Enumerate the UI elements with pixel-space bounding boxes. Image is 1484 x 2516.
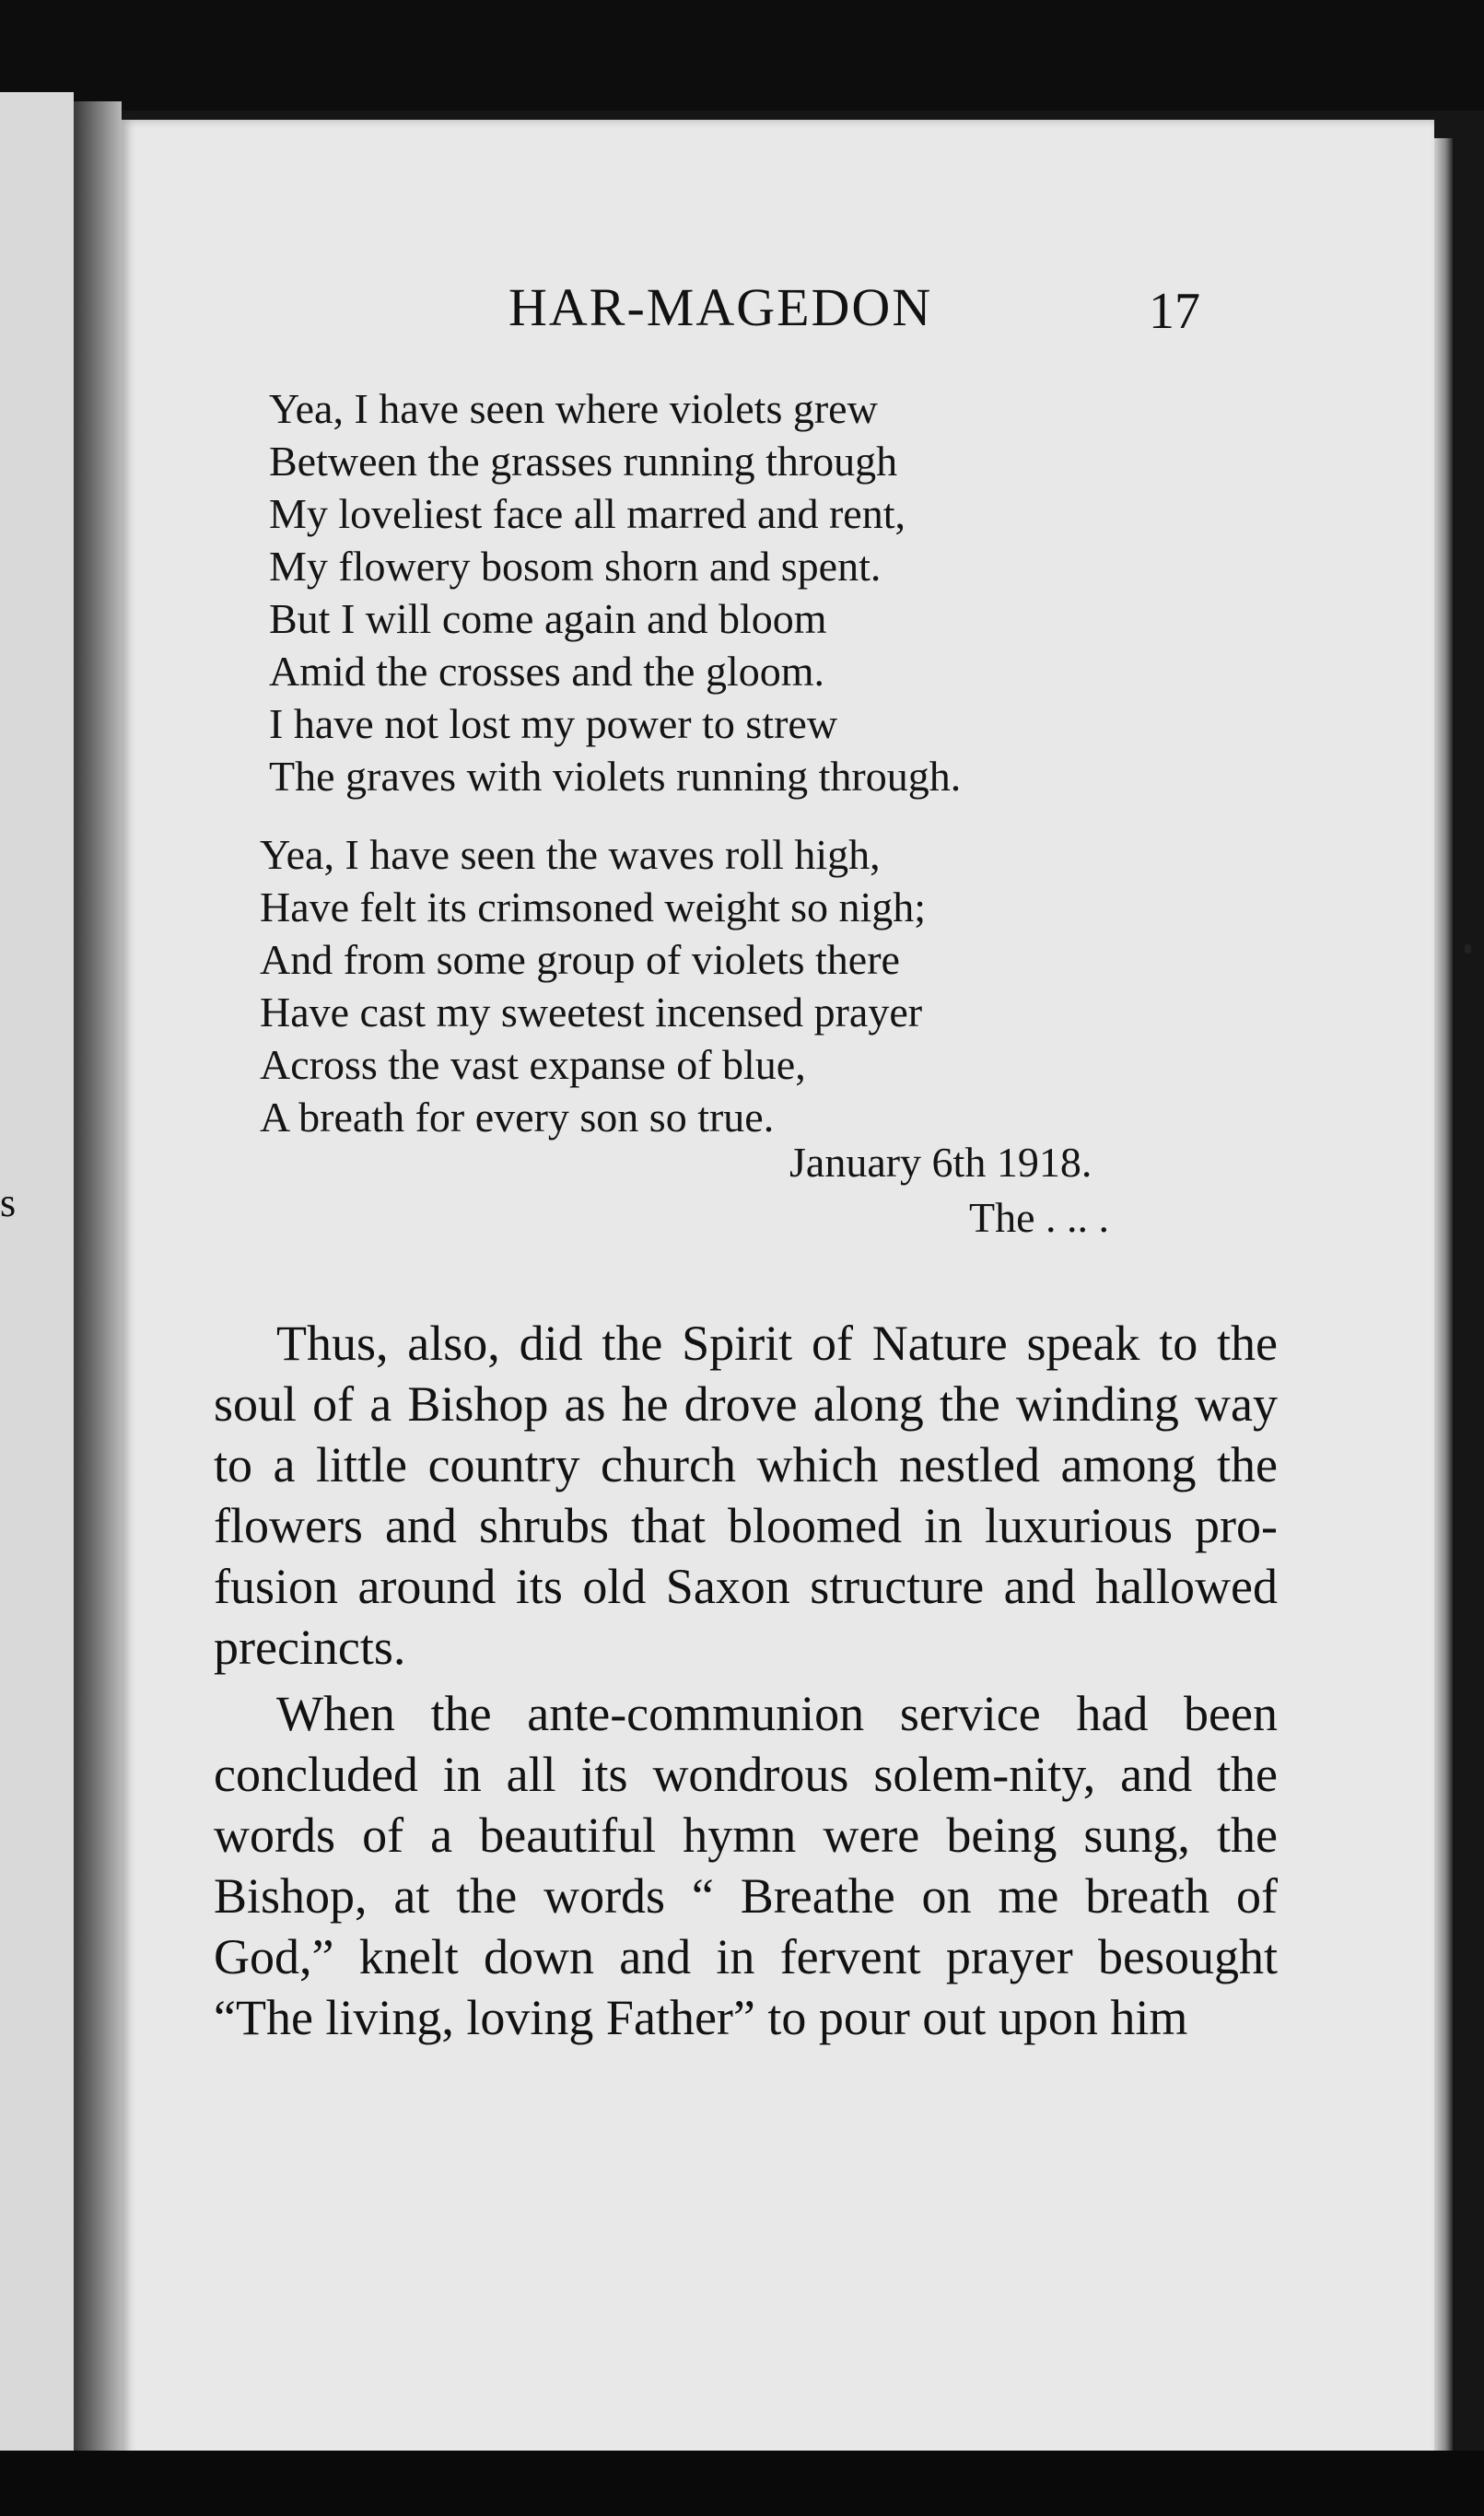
- facing-page-edge: [0, 92, 74, 2464]
- book-page: [122, 120, 1434, 2464]
- poem-line: My flowery bosom shorn and spent.: [269, 543, 882, 590]
- scan-top-border: [0, 0, 1484, 111]
- poem-stanza-2: [260, 828, 961, 1143]
- poem-line: Across the vast expanse of blue,: [260, 1041, 806, 1088]
- poem-line: Yea, I have seen where violets grew: [269, 385, 878, 432]
- running-head-title: HAR-MAGEDON: [508, 277, 933, 337]
- poem-line: Amid the crosses and the gloom.: [269, 648, 825, 695]
- poem-line: But I will come again and bloom: [269, 595, 827, 642]
- poem-line: And from some group of violets there: [260, 936, 900, 983]
- page-right-edge: [1434, 138, 1453, 2460]
- prose-body: [214, 1313, 1278, 2048]
- poem-line: I have not lost my power to strew: [269, 700, 838, 747]
- poem-stanza-1: [260, 382, 961, 802]
- poem: [260, 382, 961, 1169]
- prose-paragraph: When the ante-communion service had been concluded in all its wondrous solem-nity, and the words of a beautiful hymn were being sung, the Bishop, at the words “ Breathe on me breath of God,” knelt down and in fervent prayer besought “The living, loving Father” to pour out upon him: [214, 1686, 1278, 2045]
- facing-page-text-fragment: s: [0, 1180, 17, 1225]
- scan-bottom-border: [0, 2451, 1484, 2516]
- poem-line: My loveliest face all marred and rent,: [269, 490, 906, 537]
- poem-line: The graves with violets running through.: [269, 753, 962, 800]
- poem-line: Have cast my sweetest incensed prayer: [260, 989, 923, 1036]
- poem-line: Have felt its crimsoned weight so nigh;: [260, 884, 927, 930]
- page-number: 17: [1149, 283, 1200, 340]
- poem-line: A breath for every son so true.: [260, 1094, 775, 1141]
- running-head: [122, 276, 1466, 341]
- poem-signature: The . .. .: [969, 1194, 1110, 1241]
- scan-speck: [1465, 944, 1471, 954]
- book-gutter: [74, 101, 122, 2464]
- prose-paragraph: Thus, also, did the Spirit of Nature speak to the soul of a Bishop as he drove along the winding way to a little country church which nestled among the flowers and shrubs that bloomed in luxurious pro-fusion around its old Saxon structure and hallowed precincts.: [214, 1316, 1278, 1675]
- poem-line: Between the grasses running through: [269, 438, 898, 485]
- poem-date: January 6th 1918.: [789, 1139, 1093, 1186]
- poem-line: Yea, I have seen the waves roll high,: [260, 831, 881, 878]
